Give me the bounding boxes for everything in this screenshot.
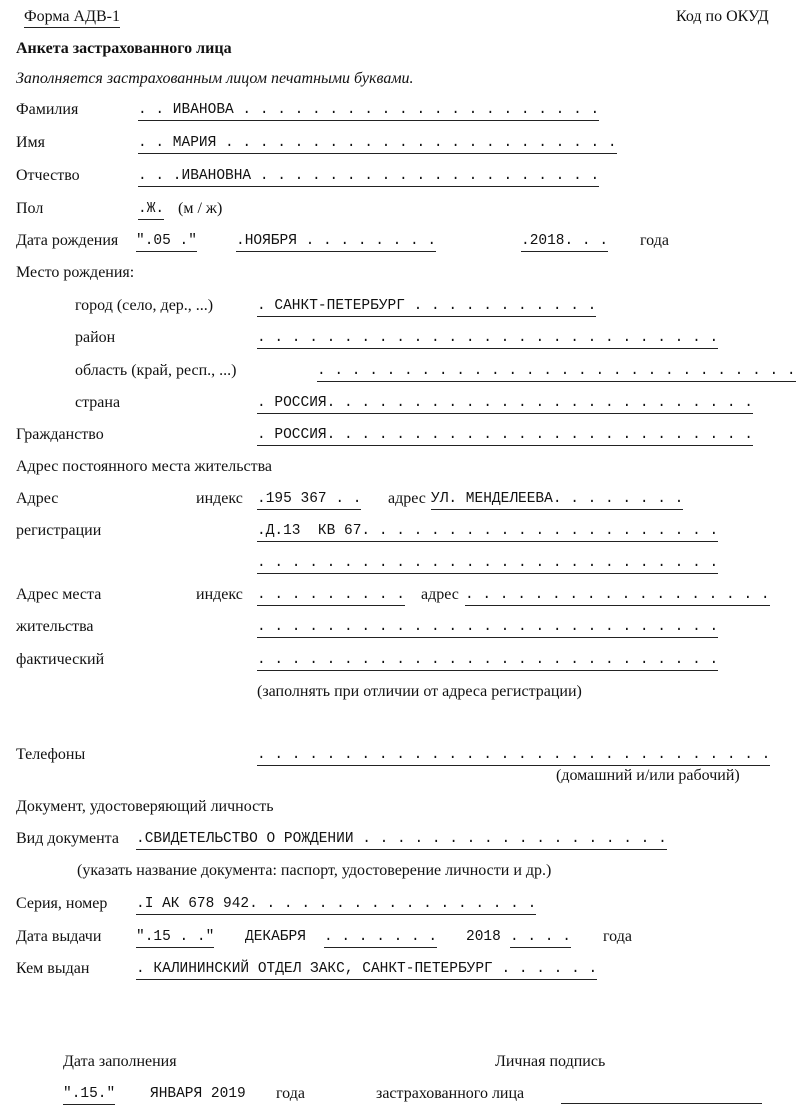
actual-address-hint: (заполнять при отличии от адреса регистрации) [257, 683, 582, 700]
doc-type-hint: (указать название документа: паспорт, удостоверение личности и др.) [77, 862, 552, 879]
issue-year-dots: . . . . [510, 928, 571, 948]
form-name: Форма АДВ-1 [24, 8, 120, 28]
sex-field[interactable]: .Ж. [138, 200, 164, 220]
name-field[interactable]: . . МАРИЯ . . . . . . . . . . . . . . . . . . . . . . . [138, 134, 617, 154]
birth-month-field[interactable]: .НОЯБРЯ . . . . . . . . [236, 232, 436, 252]
fill-date-label: Дата заполнения [63, 1053, 177, 1070]
doc-type-label: Вид документа [16, 830, 119, 847]
actual-address-label-2: жительства [16, 618, 94, 635]
region-field[interactable]: . . . . . . . . . . . . . . . . . . . . . . . . . . . . [317, 362, 796, 382]
phones-label: Телефоны [16, 746, 86, 763]
reg-address-word: адрес [388, 490, 426, 507]
actual-address-field-1[interactable]: . . . . . . . . . . . . . . . . . . [465, 586, 770, 606]
issued-by-label: Кем выдан [16, 960, 90, 977]
issue-year-field[interactable]: 2018 [466, 929, 501, 945]
phones-field[interactable]: . . . . . . . . . . . . . . . . . . . . . . . . . . . . . . [257, 746, 770, 766]
birth-date-label: Дата рождения [16, 232, 119, 249]
form-title: Анкета застрахованного лица [16, 40, 232, 57]
city-label: город (село, дер., ...) [75, 297, 214, 314]
actual-address-field-3[interactable]: . . . . . . . . . . . . . . . . . . . . . . . . . . . [257, 651, 718, 671]
reg-index-field[interactable]: .195 367 . . [257, 490, 361, 510]
surname-label: Фамилия [16, 101, 79, 118]
actual-address-label-1: Адрес места [16, 586, 102, 603]
issue-day-field[interactable]: ".15 . ." [136, 928, 214, 948]
reg-address-label-2: регистрации [16, 522, 102, 539]
region-label: область (край, респ., ...) [75, 362, 237, 379]
citizenship-field[interactable]: . РОССИЯ. . . . . . . . . . . . . . . . . . . . . . . . . [257, 426, 753, 446]
district-field[interactable]: . . . . . . . . . . . . . . . . . . . . . . . . . . . [257, 329, 718, 349]
permanent-address-heading: Адрес постоянного места жительства [16, 458, 273, 475]
issue-month-dots: . . . . . . . [324, 928, 437, 948]
identity-doc-heading: Документ, удостоверяющий личность [16, 798, 274, 815]
fill-day-field[interactable]: ".15." [63, 1085, 115, 1105]
okud-label: Код по ОКУД [676, 8, 769, 25]
signature-label-1: Личная подпись [495, 1053, 606, 1070]
actual-address-word: адрес [421, 586, 459, 603]
birth-place-label: Место рождения: [16, 264, 135, 281]
patronymic-field[interactable]: . . .ИВАНОВНА . . . . . . . . . . . . . . . . . . . . [138, 167, 599, 187]
country-field[interactable]: . РОССИЯ. . . . . . . . . . . . . . . . . . . . . . . . . [257, 394, 753, 414]
signature-line[interactable] [561, 1085, 762, 1104]
form-subtitle: Заполняется застрахованным лицом печатными буквами. [16, 70, 414, 87]
reg-address-label: Адрес [16, 490, 59, 507]
signature-label-2: застрахованного лица [376, 1085, 525, 1102]
city-field[interactable]: . САНКТ-ПЕТЕРБУРГ . . . . . . . . . . . [257, 297, 596, 317]
series-number-field[interactable]: .I АК 678 942. . . . . . . . . . . . . . . . . [136, 895, 536, 915]
reg-address-field-1[interactable]: УЛ. МЕНДЕЛЕЕВА. . . . . . . . [431, 490, 683, 510]
doc-type-field[interactable]: .СВИДЕТЕЛЬСТВО О РОЖДЕНИИ . . . . . . . . . . . . . . . . . . [136, 830, 667, 850]
phones-hint: (домашний и/или рабочий) [556, 767, 740, 784]
issue-year-suffix: года [603, 928, 632, 945]
district-label: район [75, 329, 116, 346]
issue-date-label: Дата выдачи [16, 928, 102, 945]
issue-month-field[interactable]: ДЕКАБРЯ [245, 929, 306, 945]
birth-year-field[interactable]: .2018. . . [521, 232, 608, 252]
issued-by-field[interactable]: . КАЛИНИНСКИЙ ОТДЕЛ ЗАКС, САНКТ-ПЕТЕРБУРГ . . . . . . [136, 960, 597, 980]
fill-year-suffix: года [276, 1085, 305, 1102]
series-number-label: Серия, номер [16, 895, 108, 912]
reg-address-field-3[interactable]: . . . . . . . . . . . . . . . . . . . . . . . . . . . [257, 554, 718, 574]
citizenship-label: Гражданство [16, 426, 104, 443]
actual-index-label: индекс [196, 586, 243, 603]
sex-hint: (м / ж) [178, 200, 223, 217]
surname-field[interactable]: . . ИВАНОВА . . . . . . . . . . . . . . . . . . . . . [138, 101, 599, 121]
reg-address-field-2[interactable]: .Д.13 КВ 67. . . . . . . . . . . . . . . . . . . . . [257, 522, 718, 542]
birth-day-field[interactable]: ".05 ." [136, 232, 197, 252]
country-label: страна [75, 394, 121, 411]
actual-address-label-3: фактический [16, 651, 105, 668]
actual-index-field[interactable]: . . . . . . . . . [257, 586, 405, 606]
reg-index-label: индекс [196, 490, 243, 507]
patronymic-label: Отчество [16, 167, 80, 184]
sex-label: Пол [16, 200, 44, 217]
fill-month-year-field[interactable]: ЯНВАРЯ 2019 [150, 1086, 246, 1102]
year-suffix: года [640, 232, 669, 249]
name-label: Имя [16, 134, 46, 151]
actual-address-field-2[interactable]: . . . . . . . . . . . . . . . . . . . . . . . . . . . [257, 618, 718, 638]
